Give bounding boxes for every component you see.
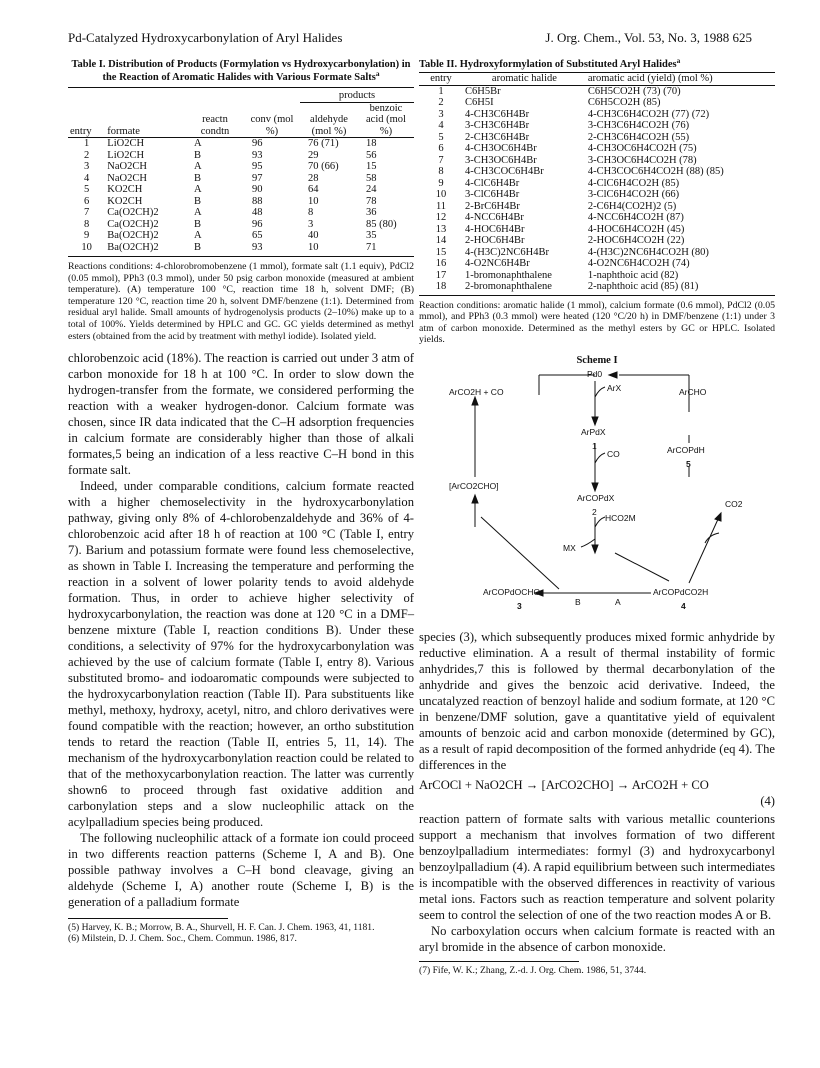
table1-cell: 71 — [366, 241, 377, 253]
reference-5: (5) Harvey, K. B.; Morrow, B. A., Shurvell, H. F. Can. J. Chem. 1963, 41, 1181. — [68, 922, 375, 934]
table2-cell: 4-(H3C)2NC6H4CO2H (80) — [587, 246, 709, 258]
table2-cell: 11 — [435, 200, 447, 212]
scheme-arx: ArX — [607, 382, 622, 393]
table2-row — [419, 109, 775, 121]
table1-cell: A — [194, 161, 202, 172]
scheme-title: Scheme I — [576, 354, 618, 366]
table2-row — [419, 166, 775, 178]
table1-cell: 28 — [308, 172, 319, 184]
table1-cell: 8 — [308, 207, 314, 218]
table2-cell: 10 — [435, 189, 447, 200]
table2-cell: 12 — [435, 212, 447, 223]
table1-cell: 76 (71) — [308, 138, 339, 149]
table2 — [419, 72, 775, 293]
table1-products-head: products — [300, 88, 414, 103]
table2-row — [419, 132, 775, 144]
table2-row — [419, 189, 775, 201]
table2-cell: C6H5CO2H (73) (70) — [587, 85, 681, 97]
table1-cell: 70 (66) — [308, 161, 339, 172]
table2-cell: 4-O2NC6H4Br — [465, 258, 530, 269]
scheme-mx: MX — [563, 542, 576, 553]
table1-cell: 10 — [308, 195, 319, 207]
scheme-arcopdco2h: ArCOPdCO2H — [653, 586, 709, 597]
scheme-label-4: 4 — [681, 600, 686, 611]
table2-row — [419, 247, 775, 259]
table1-cell: B — [194, 195, 202, 207]
table2-col-halide: aromatic halide — [491, 73, 557, 84]
scheme-arcopdocho: ArCOPdOCHO — [483, 586, 541, 597]
scheme-pd0: Pd0 — [587, 368, 603, 379]
table2-row — [419, 281, 775, 293]
table2-cell: 2-CH3C6H4CO2H (55) — [587, 131, 690, 143]
table1-cell: KO2CH — [107, 184, 143, 195]
equation-number: (4) — [760, 793, 775, 808]
table1-cell: 29 — [308, 149, 319, 161]
table2-cell: 4-CH3C6H4CO2H (77) (72) — [587, 108, 710, 120]
table1-cell: 8 — [84, 218, 90, 230]
table2-cell: 17 — [435, 269, 447, 281]
table1-cell: Ba(O2CH)2 — [107, 241, 159, 253]
table1-cell: KO2CH — [107, 195, 143, 207]
left-column — [68, 58, 414, 944]
table2-cell: 7 — [438, 154, 444, 166]
table1-cell: 15 — [366, 161, 377, 172]
table2-cell: 4-HOC6H4Br — [465, 223, 525, 235]
table1-cell: NaO2CH — [107, 161, 147, 172]
table1-cell: Ca(O2CH)2 — [107, 218, 159, 230]
scheme-arpdx: ArPdX — [581, 426, 606, 437]
table1-cell: 58 — [366, 172, 377, 184]
table1-cell: 35 — [366, 230, 377, 241]
table2-cell: 16 — [435, 258, 447, 269]
equation-text: ArCOCl + NaO2CH → [ArCO2CHO] → ArCO2H + CO — [419, 777, 709, 792]
table2-col-acid: aromatic acid (yield) (mol %) — [587, 73, 713, 84]
table2-cell: 4-HOC6H4CO2H (45) — [587, 223, 685, 235]
scheme-path-b: B — [575, 596, 581, 607]
table1-cell: LiO2CH — [107, 149, 145, 161]
table2-cell: 1-bromonaphthalene — [465, 269, 552, 281]
table2-cell: 2-bromonaphthalene — [465, 281, 552, 292]
table2-cell: 4-CH3COC6H4Br — [465, 166, 544, 177]
table2-row — [419, 155, 775, 167]
table2-row — [419, 178, 775, 190]
table2-row — [419, 270, 775, 282]
scheme-path-a: A — [615, 596, 621, 607]
table1-cell: 6 — [84, 195, 90, 207]
table1-cell: 48 — [252, 207, 263, 218]
right-body-text-2 — [419, 811, 775, 955]
table2-cell: 1 — [438, 85, 444, 97]
table2-row — [419, 201, 775, 213]
table2-cell: 2 — [438, 97, 444, 108]
left-references — [68, 922, 414, 944]
table2-cell: 4 — [438, 120, 444, 131]
table2-cell: 4-CH3COC6H4CO2H (88) (85) — [587, 166, 724, 177]
paragraph: Indeed, under comparable conditions, calcium formate reacted with a higher chemoselectivity in the hydroxycarbonylation pathway, giving only 8% of 4-chlorobenzaldehyde and 36% of 4-chlorobenzoic acid after 18 h of reaction at 100 °C (Table I, entry 7). Barium and potassium formate were found less chemoselective, as shown in Table I. Increasing the temperature and performing the reaction in a solvent of lower polarity tends to avoid aldehyde formation. Thus, in order to achieve higher selectivity of hydroxycarbonylation, the reaction was done at 120 °C in a DMF–benzene mixture (Table I, reaction conditions B). Under these conditions, a selectivity of 97% for the hydroxycarbonylation was achieved by the use of calcium formate (Table I, entry 8). Various substituted bromo- and iodoaromatic compounds were subjected to the hydroxycarbonylation reaction (Table II). Para substituents like methyl, methoxy, hydroxy, acetyl, nitro, and chloro derivatives were found compatible with the reaction; however, an ortho substitution tends to retard the reaction (Table II, entries 5, 11, 14). The mechanism of the hydroxycarbonylation reaction could be related to that of the methoxycarbonylation reaction. The latter was currently shown6 to proceed through fast oxidative addition and carbonylation steps and a slow nucleophilic attack on the acylpalladium species being produced. — [68, 479, 414, 830]
table1-row — [68, 242, 414, 254]
left-body-text — [68, 350, 414, 910]
table1-cell: 88 — [252, 195, 263, 207]
table1-cell: A — [194, 207, 202, 218]
scheme-label-3: 3 — [517, 600, 522, 611]
table2-cell: 4-O2NC6H4CO2H (74) — [587, 258, 690, 269]
right-body-text — [419, 629, 775, 773]
table1-row — [68, 230, 414, 242]
table1-cell: 7 — [84, 207, 90, 218]
right-column — [419, 58, 775, 976]
scheme-arco2cho: [ArCO2CHO] — [449, 480, 499, 491]
table1-cell: A — [194, 138, 202, 149]
table1-cell: Ba(O2CH)2 — [107, 230, 159, 241]
table1-col-condtn: reactn condtn — [200, 114, 230, 137]
paragraph: The following nucleophilic attack of a formate ion could proceed in two differents reaction patterns (Scheme I, A and B). One possible pathway involves a C–H bond cleavage, giving an aldehyde (Scheme I, A) another route (Scheme I, B) is the generation of a palladium formate — [68, 831, 414, 910]
table1-cell: B — [194, 172, 202, 184]
table1-cell: 64 — [308, 184, 319, 195]
reference-6: (6) Milstein, D. J. Chem. Soc., Chem. Commun. 1986, 817. — [68, 933, 297, 945]
table1-row — [68, 138, 414, 150]
table1-col-conv: conv (mol %) — [250, 114, 294, 137]
table2-cell: 13 — [435, 223, 447, 235]
table2-cell: 18 — [435, 281, 447, 292]
scheme-arcopdh: ArCOPdH — [667, 444, 705, 455]
scheme-arco2h-co: ArCO2H + CO — [449, 386, 504, 397]
table1-col-formate: formate — [107, 125, 140, 137]
scheme-label-5: 5 — [686, 458, 691, 469]
table1-cell: 1 — [84, 138, 90, 149]
table1-cell: Ca(O2CH)2 — [107, 207, 159, 218]
header-citation: J. Org. Chem., Vol. 53, No. 3, 1988 625 — [545, 30, 752, 45]
table1-cell: 24 — [366, 184, 377, 195]
table1 — [68, 87, 414, 253]
scheme-diagram — [419, 367, 775, 627]
table2-cell: 2-HOC6H4CO2H (22) — [587, 235, 685, 246]
table1-cell: 3 — [84, 161, 90, 172]
table2-row — [419, 143, 775, 155]
table1-row — [68, 207, 414, 219]
table1-cell: 96 — [252, 218, 263, 230]
table1-cell: 96 — [252, 138, 263, 149]
table1-cell: 90 — [252, 184, 263, 195]
table2-cell: 14 — [435, 235, 447, 246]
table1-row — [68, 219, 414, 231]
table2-cell: 2-HOC6H4Br — [465, 235, 525, 246]
table1-row — [68, 196, 414, 208]
table1-col-aldehyde: aldehyde (mol %) — [310, 114, 348, 137]
table2-row — [419, 97, 775, 109]
table2-row — [419, 258, 775, 270]
table1-cell: 9 — [84, 230, 90, 241]
table1-col-acid: benzoic acid (mol %) — [366, 102, 406, 137]
table1-cell: NaO2CH — [107, 172, 147, 184]
table2-cell: 6 — [438, 143, 444, 154]
table2-cell: 3-CH3OC6H4CO2H (78) — [587, 154, 697, 166]
table1-cell: 93 — [252, 241, 263, 253]
table2-cell: 2-C6H4(CO2H)2 (5) — [587, 200, 677, 212]
table2-cell: C6H5CO2H (85) — [587, 97, 661, 108]
table1-cell: 85 (80) — [366, 218, 397, 230]
table2-cell: 5 — [438, 131, 444, 143]
paragraph: reaction pattern of formate salts with various metallic counterions support a mechanism that involves formation of two different benzoylpalladium intermediates: formyl (3) and hydroxycarbonyl benzoylpalladium (4). A rapid equilibrium between such intermediates is incompatible with the observed differences in reactivity of various metal ions. Factors such as reaction temperature and solvent polarity seem to control the selection of one of the two reaction modes A or B. — [419, 811, 775, 922]
paragraph: species (3), which subsequently produces mixed formic anhydride by reductive elimination. A a result of thermal instability of formic anhydrides,7 this is followed by thermal decarbonylation of the anhydride and gives the benzoic acid derivative. Indeed, the uncatalyzed reaction of benzoyl halide and sodium formate, at 120 °C in benzene/DMF solution, gave a quantitative yield of equivalent amounts of benzoic acid and carbon monoxide (determined by GC), as a result of rapid decomposition of the formed anhydride (eq 4). The differences in the — [419, 629, 775, 772]
scheme-arcopdx: ArCOPdX — [577, 492, 615, 503]
table2-cell: 9 — [438, 177, 444, 189]
paragraph: chlorobenzoic acid (18%). The reaction is carried out under 3 atm of carbon monoxide for 18 h at 100 °C. In order to slow down the hydrogen-transfer from the formate, we considered performing the reaction with a weaker hydrogen-donor. Calcium formate was chosen, since IR data indicated that the C–H adsorption frequencies in calcium formate are considerably higher than those of alkali formates,5 being an indication of a less reactive C–H bond in this formate salt. — [68, 351, 414, 478]
table1-cell: LiO2CH — [107, 138, 145, 149]
table2-cell: 15 — [435, 246, 447, 258]
equation-4 — [419, 777, 775, 809]
table2-cell: C6H5I — [465, 97, 494, 108]
table2-cell: 4-CH3OC6H4Br — [465, 143, 537, 154]
table2-row — [419, 120, 775, 132]
table2-cell: 2-BrC6H4Br — [465, 200, 520, 212]
table2-cell: 4-CH3C6H4Br — [465, 108, 530, 120]
table2-cell: 3-ClC6H4Br — [465, 189, 520, 200]
table1-caption: Table I. Distribution of Products (Formylation vs Hydroxycarbonylation) in the Reaction of Aromatic Halides with Various Formate Salts$^a$ — [71, 59, 411, 83]
table1-cell: 36 — [366, 207, 377, 218]
scheme-label-1: 1 — [592, 440, 597, 451]
table2-cell: 3-CH3C6H4CO2H (76) — [587, 120, 690, 131]
table2-cell: 4-CH3OC6H4CO2H (75) — [587, 143, 697, 154]
table1-cell: 10 — [81, 241, 92, 253]
table1-footnote: Reactions conditions: 4-chlorobromobenzene (1 mmol), formate salt (1.1 equiv), PdCl2 (0.05 mmol), PPh3 (0.3 mmol), under 50 psig carbon monoxide (measured at ambient temperature). (A) temperature 100 °C, reaction time 18 h, solvent DMF; (B) temperature 120 °C, reaction time 20 h, solvent DMF/benzene (1:1). Determined from residual aryl halide. Small amounts of hydrogenolysis products (2–10%) make up to a total of 100%. Yields determined by HPLC and GC. GC yields determined as methyl esters (obtained from the acid by treatment with methyl iodide). Isolated yield. — [68, 261, 414, 342]
table1-cell: 10 — [308, 241, 319, 253]
reference-7: (7) Fife, W. K.; Zhang, Z.-d. J. Org. Chem. 1986, 51, 3744. — [419, 964, 647, 976]
table2-cell: 2-CH3C6H4Br — [465, 131, 530, 143]
scheme-co: CO — [607, 448, 620, 459]
table1-cell: 2 — [84, 149, 90, 161]
table1-cell: 93 — [252, 149, 263, 161]
table2-col-entry: entry — [430, 73, 452, 84]
table2-cell: 1-naphthoic acid (82) — [587, 269, 679, 281]
paragraph: No carboxylation occurs when calcium formate is reacted with an aryl bromide in the absence of carbon monoxide. — [419, 923, 775, 954]
table2-row — [419, 235, 775, 247]
table1-row — [68, 161, 414, 173]
table1-cell: 97 — [252, 172, 263, 184]
table1-cell: A — [194, 230, 202, 241]
table1-cell: B — [194, 218, 202, 230]
table2-cell: 4-(H3C)2NC6H4Br — [465, 246, 549, 258]
table1-cell: 56 — [366, 149, 377, 161]
table2-cell: 8 — [438, 166, 444, 177]
table2-cell: 4-ClC6H4Br — [465, 177, 520, 189]
table2-cell: 3 — [438, 108, 444, 120]
table1-row — [68, 173, 414, 185]
scheme-archo: ArCHO — [679, 386, 707, 397]
scheme-co2: CO2 — [725, 498, 743, 509]
table1-cell: B — [194, 149, 202, 161]
table1-cell: 78 — [366, 195, 377, 207]
scheme-hco2m: HCO2M — [605, 512, 636, 523]
table2-cell: 4-NCC6H4Br — [465, 212, 524, 223]
table1-cell: 65 — [252, 230, 263, 241]
table1-cell: 95 — [252, 161, 263, 172]
table1-cell: 4 — [84, 172, 90, 184]
right-references — [419, 965, 775, 976]
table1-cell: 40 — [308, 230, 319, 241]
table2-footnote: Reaction conditions: aromatic halide (1 mmol), calcium formate (0.6 mmol), PdCl2 (0.05 mmol), and PPh3 (0.3 mmol) were heated (120 °C/20 h) in DMF/benzene (1:1) under 3 atm of carbon monoxide. Determined as the methyl esters by GC or HPLC. Isolated yields. — [419, 299, 775, 346]
table1-cell: 18 — [366, 138, 377, 149]
table2-cell: 4-ClC6H4CO2H (85) — [587, 177, 680, 189]
table1-cell: A — [194, 184, 202, 195]
table2-cell: 3-ClC6H4CO2H (66) — [587, 189, 680, 200]
header-title: Pd-Catalyzed Hydroxycarbonylation of Aryl Halides — [68, 30, 343, 45]
table1-cell: 5 — [84, 184, 90, 195]
table1-cell: 3 — [308, 218, 314, 230]
table2-row — [419, 212, 775, 224]
table1-row — [68, 184, 414, 196]
running-header — [68, 30, 752, 48]
table2-cell: 3-CH3C6H4Br — [465, 120, 530, 131]
scheme-label-2: 2 — [592, 506, 597, 517]
table2-cell: 3-CH3OC6H4Br — [465, 154, 537, 166]
table1-row — [68, 150, 414, 162]
table2-cell: C6H5Br — [465, 85, 501, 97]
table2-row — [419, 224, 775, 236]
table1-col-entry: entry — [70, 125, 92, 137]
table2-row — [419, 85, 775, 97]
table2-cell: 4-NCC6H4CO2H (87) — [587, 212, 684, 223]
table2-caption: Table II. Hydroxyformylation of Substituted Aryl Halides$^a$ — [419, 56, 681, 70]
table2-cell: 2-naphthoic acid (85) (81) — [587, 281, 699, 292]
table1-cell: B — [194, 241, 202, 253]
